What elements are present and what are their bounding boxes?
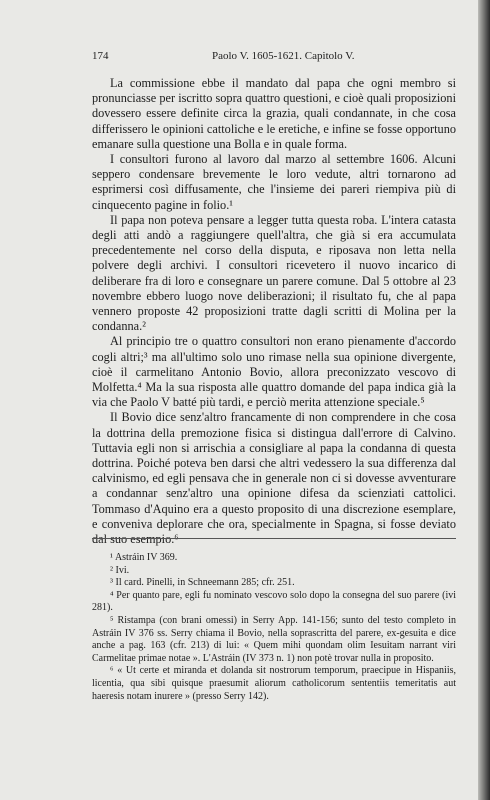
paragraph: Il Bovio dice senz'altro francamente di non comprendere in che cosa la dottrina della premozione fisica si distingua dall'errore di Calvino. Tuttavia egli non si arrischia a consigliare al papa la condanna di questa dottrina. Poiché poteva ben darsi che altri vedessero la sua differenza dal calvinismo, ed egli pensava che in generale non ci si dovesse avventurare a condannar senz'altro una opinione difesa da scienziati cattolici. Tommaso d'Aquino era a questo proposito di una discrezione esemplare, e conveniva deplorare che ora, specialmente in Spagna, si fosse deviato dal suo esempio.⁶ [92, 410, 456, 547]
page-number: 174 [92, 50, 109, 62]
paragraph: I consultori furono al lavoro dal marzo al settembre 1606. Alcuni seppero condensare brevemente le loro vedute, altri tornarono ad esprimersi così diffusamente, che l'insieme dei pareri riempiva più di cinquecento pagine in folio.¹ [92, 152, 456, 212]
paragraph: La commissione ebbe il mandato dal papa che ogni membro si pronunciasse per iscritto sopra quattro questioni, e cioè quali proposizioni dovessero essere definite circa la grazia, quali condannate, in che cosa differissero le opinioni cattoliche e le eretiche, e infine se fosse opportuno emanare sulla questione una Bolla e in quale forma. [92, 76, 456, 151]
running-title: Paolo V. 1605-1621. Capitolo V. [212, 50, 355, 62]
paragraph: Al principio tre o quattro consultori non erano pienamente d'accordo cogli altri;³ ma all'ultimo solo uno rimase nella sua opinione divergente, cioè il carmelitano Antonio Bovio, allora preconizzato vescovo di Molfetta.⁴ Ma la sua risposta alle quattro domande del papa indica già la via che Paolo V batté più tardi, e perciò merita attenzione speciale.⁵ [92, 334, 456, 410]
footnote: ² Ivi. [110, 564, 130, 576]
main-text [92, 76, 456, 547]
footnote: ³ Il card. Pinelli, in Schneemann 285; cfr. 251. [110, 577, 295, 589]
footnotes [92, 552, 456, 703]
paragraph: Il papa non poteva pensare a legger tutta questa roba. L'intera catasta degli atti andò a raggiungere quell'altra, che già si era accumulata precedentemente nel corso della disputa, e riposava non letta nella polvere degli archivi. I consultori ricevetero il nuovo incarico di deliberare fra di loro e consegnare un parere comune. Dal 5 ottobre al 23 novembre ebbero luogo nove deliberazioni; il risultato fu, che al papa vennero proposte 42 proposizioni tratte dagli scritti di Molina per la condanna.² [92, 212, 456, 334]
footnote: ⁶ « Ut certe et miranda et dolanda sit nostrorum temporum, praecipue in Hispaniis, licentia, qua sibi quisque praesumit aliorum catholicorum sententiis temeritatis aut haeresis notam inurere » (presso Serry 142). [92, 665, 456, 702]
footnote: ¹ Astráin IV 369. [110, 552, 178, 563]
page-edge-shadow [478, 0, 490, 800]
footnote: ⁴ Per quanto pare, egli fu nominato vescovo solo dopo la consegna del suo parere (ivi 281). [92, 589, 456, 614]
footnote: ⁵ Ristampa (con brani omessi) in Serry App. 141-156; sunto del testo completo in Astráin IV 376 ss. Serry chiama il Bovio, nella soprascritta del parere, ex-gesuita e dice anche a pag. 163 (cfr. 213) di lui: « Quem mihi quondam olim Iesuitam narrant viri Carmelitae primae notae ». L'Astráin (IV 373 n. 1) non potè trovar nulla in proposito. [92, 614, 456, 664]
footnote-divider [92, 538, 456, 539]
